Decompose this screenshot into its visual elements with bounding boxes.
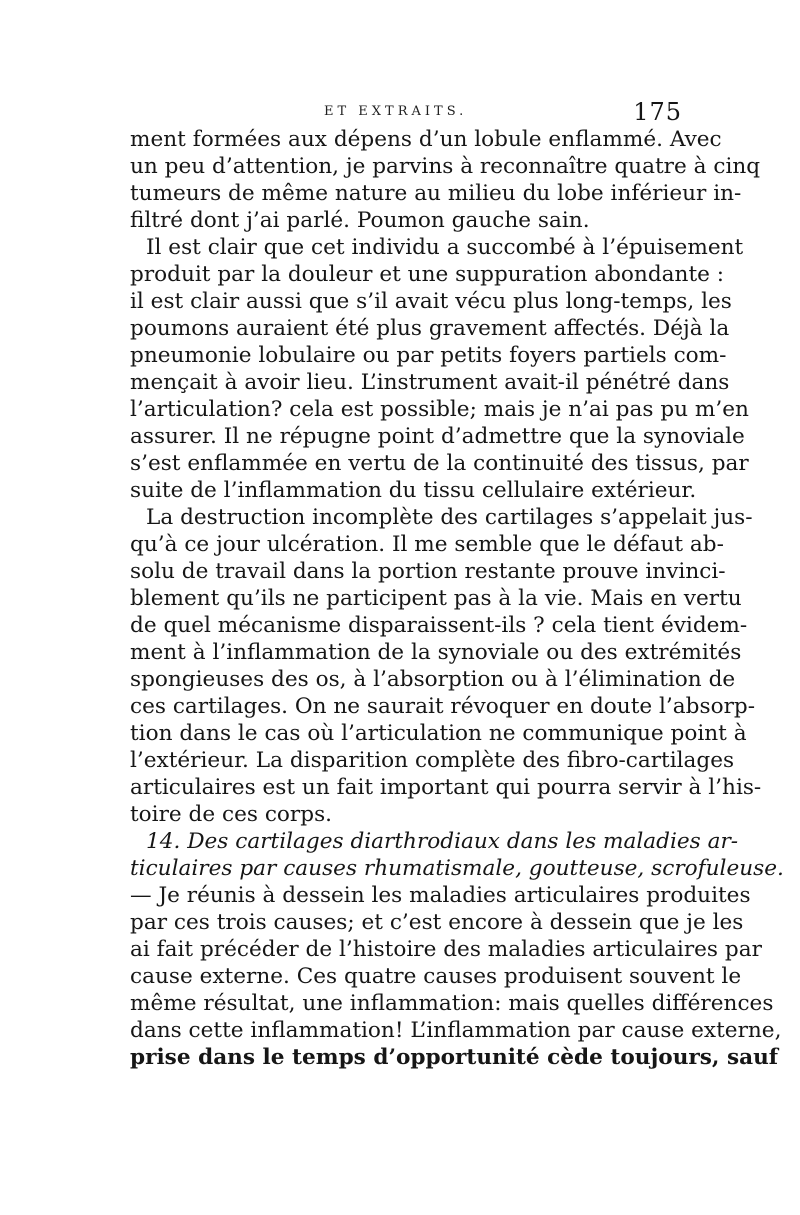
text-line: filtré dont j’ai parlé. Poumon gauche sain.	[130, 208, 590, 233]
text-line: spongieuses des os, à l’absorption ou à l’élimination de	[130, 667, 736, 692]
text-line: blement qu’ils ne participent pas à la vie. Mais en vertu	[130, 586, 742, 611]
paragraph-start-line: Il est clair que cet individu a succombé à l’épuisement	[146, 235, 744, 260]
text-line: un peu d’attention, je parvins à reconnaître quatre à cinq	[130, 154, 761, 179]
page-header	[128, 98, 682, 128]
text-line: produit par la douleur et une suppuration abondante :	[130, 262, 725, 287]
text-line: même résultat, une inflammation: mais quelles différences	[130, 991, 774, 1016]
text-line: mençait à avoir lieu. L’instrument avait-il pénétré dans	[130, 370, 730, 395]
text-line: ces cartilages. On ne saurait révoquer en doute l’absorp-	[130, 694, 756, 719]
body-text	[130, 126, 784, 1071]
section-heading-line: ticulaires par causes rhumatismale, goutteuse, scrofuleuse.	[130, 856, 784, 881]
text-line: tion dans le cas où l’articulation ne communique point à	[130, 721, 747, 746]
text-line: prise dans le temps d’opportunité cède toujours, sauf	[130, 1045, 779, 1070]
paragraph-start-line: La destruction incomplète des cartilages s’appelait jus-	[146, 505, 753, 530]
text-line: dans cette inflammation! L’inflammation par cause externe,	[130, 1018, 782, 1043]
text-line: articulaires est un fait important qui pourra servir à l’his-	[130, 775, 762, 800]
text-line: qu’à ce jour ulcération. Il me semble que le défaut ab-	[130, 532, 724, 557]
page-number: 175	[633, 98, 682, 126]
text-line: tumeurs de même nature au milieu du lobe inférieur in-	[130, 181, 742, 206]
text-line: ai fait précéder de l’histoire des maladies articulaires par	[130, 937, 762, 962]
text-line: solu de travail dans la portion restante prouve invinci-	[130, 559, 726, 584]
text-line: toire de ces corps.	[130, 802, 333, 827]
text-line: ment à l’inflammation de la synoviale ou des extrémités	[130, 640, 742, 665]
text-line: — Je réunis à dessein les maladies articulaires produites	[130, 883, 751, 908]
text-line: cause externe. Ces quatre causes produisent souvent le	[130, 964, 742, 989]
section-heading-line: 14. Des cartilages diarthrodiaux dans les maladies ar-	[146, 829, 739, 854]
text-line: s’est enflammée en vertu de la continuité des tissus, par	[130, 451, 749, 476]
text-line: il est clair aussi que s’il avait vécu plus long-temps, les	[130, 289, 732, 314]
text-line: suite de l’inflammation du tissu cellulaire extérieur.	[130, 478, 697, 503]
text-line: l’articulation? cela est possible; mais je n’ai pas pu m’en	[130, 397, 749, 422]
text-line: l’extérieur. La disparition complète des fibro-cartilages	[130, 748, 735, 773]
text-line: assurer. Il ne répugne point d’admettre que la synoviale	[130, 424, 745, 449]
text-line: de quel mécanisme disparaissent-ils ? cela tient évidem-	[130, 613, 748, 638]
running-title: ET EXTRAITS.	[324, 104, 468, 119]
text-line: pneumonie lobulaire ou par petits foyers partiels com-	[130, 343, 727, 368]
text-line: par ces trois causes; et c’est encore à dessein que je les	[130, 910, 744, 935]
text-line: ment formées aux dépens d’un lobule enflammé. Avec	[130, 127, 722, 152]
text-line: poumons auraient été plus gravement affectés. Déjà la	[130, 316, 730, 341]
